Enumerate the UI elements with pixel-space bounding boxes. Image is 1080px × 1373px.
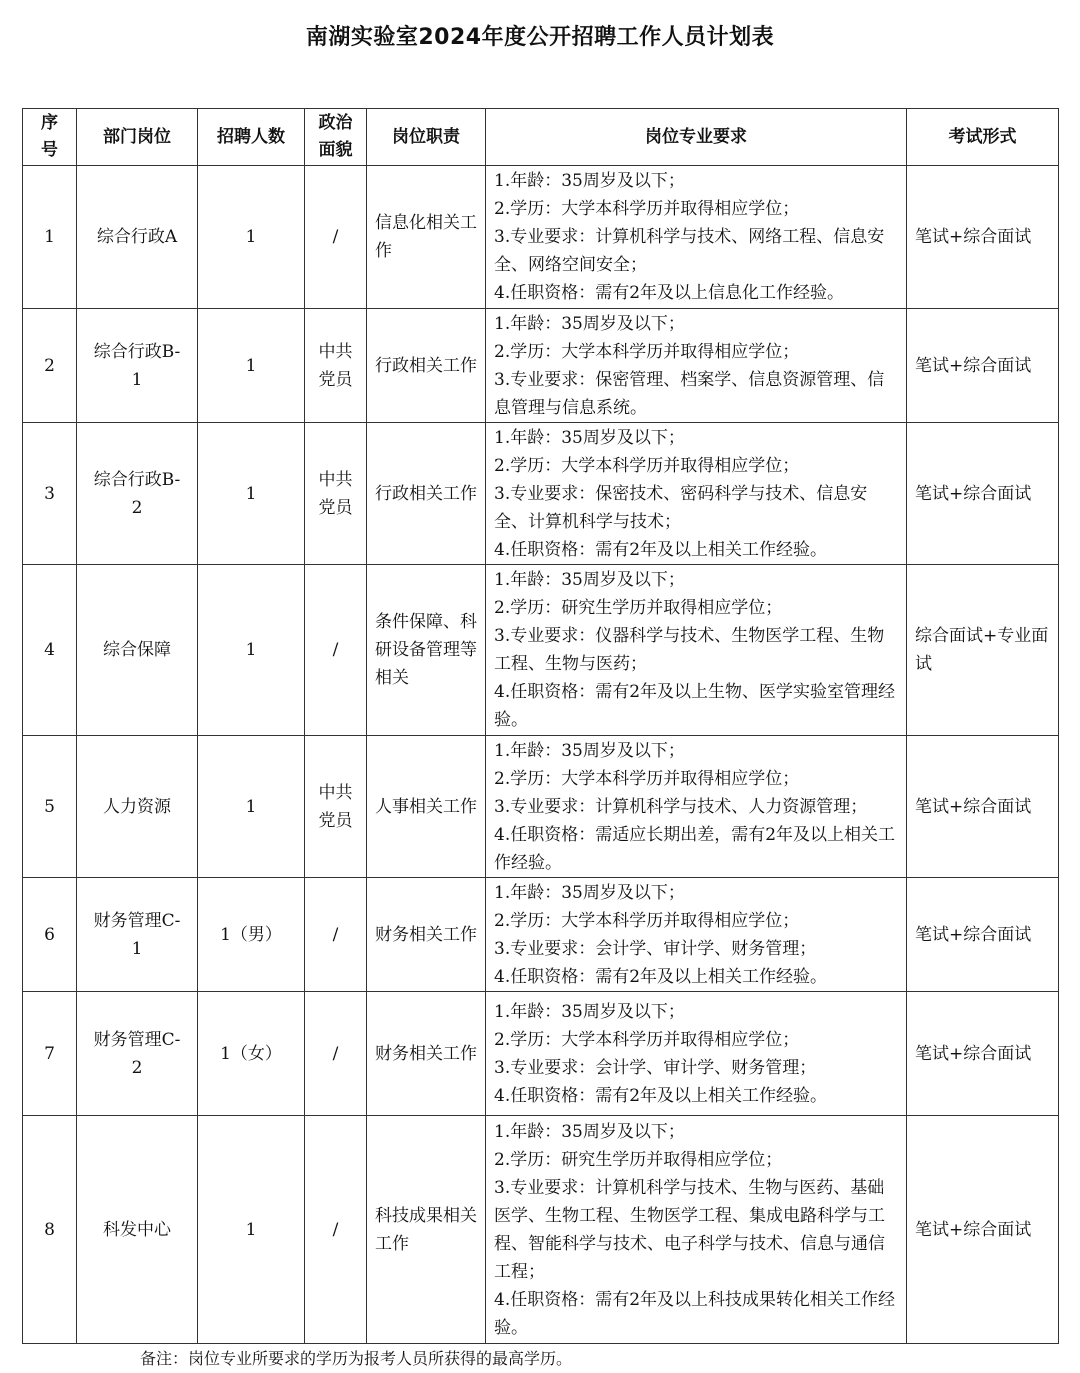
job-duty: 科技成果相关工作 xyxy=(367,1116,486,1344)
exam-format: 笔试+综合面试 xyxy=(907,878,1059,992)
table-row xyxy=(23,423,1059,565)
requirement-line: 1.年龄：35周岁及以下； xyxy=(494,427,685,448)
requirement-line: 4.任职资格：需有2年及以上信息化工作经验。 xyxy=(494,283,845,303)
requirement-line: 2.学历：大学本科学历并取得相应学位； xyxy=(494,341,800,362)
hiring-count: 1（男） xyxy=(198,878,305,992)
requirement-line: 3.专业要求：保密技术、密码科学与技术、信息安全、计算机科学与技术； xyxy=(494,483,868,532)
requirement-line: 4.任职资格：需有2年及以上相关工作经验。 xyxy=(494,539,828,560)
requirement-line: 1.年龄：35周岁及以下； xyxy=(494,882,685,903)
exam-format: 笔试+综合面试 xyxy=(907,992,1059,1116)
hiring-count: 1 xyxy=(198,1116,305,1344)
job-duty: 行政相关工作 xyxy=(367,423,486,565)
political-status: / xyxy=(305,878,367,992)
political-status: / xyxy=(305,992,367,1116)
requirement-line: 4.任职资格：需有2年及以上相关工作经验。 xyxy=(494,966,828,987)
hiring-count: 1 xyxy=(198,423,305,565)
exam-format: 综合面试+专业面试 xyxy=(907,565,1059,736)
requirement-line: 3.专业要求：会计学、审计学、财务管理； xyxy=(494,1057,817,1078)
requirement-line: 1.年龄：35周岁及以下； xyxy=(494,740,685,761)
requirement-line: 3.专业要求：计算机科学与技术、生物与医药、基础医学、生物工程、生物医学工程、集成电路科学与工程、智能科学与技术、电子科学与技术、信息与通信工程； xyxy=(494,1177,885,1282)
row-number: 8 xyxy=(23,1116,77,1344)
requirements-cell xyxy=(486,423,907,565)
requirement-line: 2.学历：大学本科学历并取得相应学位； xyxy=(494,455,800,476)
table-row xyxy=(23,565,1059,736)
row-number: 5 xyxy=(23,736,77,878)
requirement-line: 2.学历：大学本科学历并取得相应学位； xyxy=(494,1029,800,1050)
header-dept: 部门岗位 xyxy=(77,109,198,166)
job-duty: 信息化相关工作 xyxy=(367,166,486,309)
recruitment-plan-table xyxy=(22,108,1059,1344)
row-number: 7 xyxy=(23,992,77,1116)
row-number: 1 xyxy=(23,166,77,309)
requirements-cell xyxy=(486,992,907,1116)
hiring-count: 1（女） xyxy=(198,992,305,1116)
requirement-line: 3.专业要求：会计学、审计学、财务管理； xyxy=(494,938,817,959)
exam-format: 笔试+综合面试 xyxy=(907,1116,1059,1344)
department-position: 综合行政B-2 xyxy=(77,423,198,565)
exam-format: 笔试+综合面试 xyxy=(907,423,1059,565)
row-number: 4 xyxy=(23,565,77,736)
requirement-line: 4.任职资格：需有2年及以上相关工作经验。 xyxy=(494,1085,828,1106)
row-number: 2 xyxy=(23,309,77,423)
header-requirements: 岗位专业要求 xyxy=(486,109,907,166)
header-no: 序号 xyxy=(23,109,77,166)
political-status: / xyxy=(305,1116,367,1344)
requirement-line: 2.学历：大学本科学历并取得相应学位； xyxy=(494,910,800,931)
requirement-line: 1.年龄：35周岁及以下； xyxy=(494,1121,685,1142)
department-position: 综合行政A xyxy=(77,166,198,309)
department-position: 综合行政B-1 xyxy=(77,309,198,423)
requirement-line: 2.学历：大学本科学历并取得相应学位； xyxy=(494,199,800,219)
political-status: 中共党员 xyxy=(305,423,367,565)
row-number: 6 xyxy=(23,878,77,992)
requirement-line: 4.任职资格：需有2年及以上生物、医学实验室管理经验。 xyxy=(494,682,896,730)
table-header-row xyxy=(23,109,1059,166)
table-row xyxy=(23,736,1059,878)
table-row xyxy=(23,309,1059,423)
requirement-line: 1.年龄：35周岁及以下； xyxy=(494,1001,685,1022)
exam-format: 笔试+综合面试 xyxy=(907,166,1059,309)
requirements-cell xyxy=(486,878,907,992)
requirement-line: 4.任职资格：需适应长期出差，需有2年及以上相关工作经验。 xyxy=(494,824,896,873)
job-duty: 人事相关工作 xyxy=(367,736,486,878)
header-count: 招聘人数 xyxy=(198,109,305,166)
requirement-line: 4.任职资格：需有2年及以上科技成果转化相关工作经验。 xyxy=(494,1289,896,1338)
requirement-line: 2.学历：大学本科学历并取得相应学位； xyxy=(494,768,800,789)
department-position: 科发中心 xyxy=(77,1116,198,1344)
political-status: / xyxy=(305,166,367,309)
exam-format: 笔试+综合面试 xyxy=(907,736,1059,878)
header-exam: 考试形式 xyxy=(907,109,1059,166)
political-status: 中共党员 xyxy=(305,309,367,423)
department-position: 综合保障 xyxy=(77,565,198,736)
hiring-count: 1 xyxy=(198,565,305,736)
requirement-line: 1.年龄：35周岁及以下； xyxy=(494,171,685,191)
requirements-cell xyxy=(486,1116,907,1344)
department-position: 人力资源 xyxy=(77,736,198,878)
job-duty: 财务相关工作 xyxy=(367,992,486,1116)
requirement-line: 3.专业要求：仪器科学与技术、生物医学工程、生物工程、生物与医药； xyxy=(494,626,885,674)
table-row xyxy=(23,1116,1059,1344)
row-number: 3 xyxy=(23,423,77,565)
exam-format: 笔试+综合面试 xyxy=(907,309,1059,423)
hiring-count: 1 xyxy=(198,309,305,423)
requirements-cell xyxy=(486,309,907,423)
job-duty: 行政相关工作 xyxy=(367,309,486,423)
requirement-line: 1.年龄：35周岁及以下； xyxy=(494,570,685,590)
hiring-count: 1 xyxy=(198,736,305,878)
header-duty: 岗位职责 xyxy=(367,109,486,166)
header-politics: 政治面貌 xyxy=(305,109,367,166)
table-row xyxy=(23,878,1059,992)
requirements-cell xyxy=(486,736,907,878)
job-duty: 财务相关工作 xyxy=(367,878,486,992)
job-duty: 条件保障、科研设备管理等相关 xyxy=(367,565,486,736)
political-status: 中共党员 xyxy=(305,736,367,878)
requirement-line: 2.学历：研究生学历并取得相应学位； xyxy=(494,1149,783,1170)
requirement-line: 3.专业要求：计算机科学与技术、人力资源管理； xyxy=(494,796,868,817)
table-row xyxy=(23,166,1059,309)
requirement-line: 1.年龄：35周岁及以下； xyxy=(494,313,685,334)
table-row xyxy=(23,992,1059,1116)
page-title: 南湖实验室2024年度公开招聘工作人员计划表 xyxy=(305,25,775,50)
requirement-line: 3.专业要求：保密管理、档案学、信息资源管理、信息管理与信息系统。 xyxy=(494,369,885,418)
requirement-line: 2.学历：研究生学历并取得相应学位； xyxy=(494,598,783,618)
requirements-cell xyxy=(486,565,907,736)
political-status: / xyxy=(305,565,367,736)
footnote: 备注：岗位专业所要求的学历为报考人员所获得的最高学历。 xyxy=(140,1349,573,1368)
hiring-count: 1 xyxy=(198,166,305,309)
requirements-cell xyxy=(486,166,907,309)
department-position: 财务管理C-1 xyxy=(77,878,198,992)
requirement-line: 3.专业要求：计算机科学与技术、网络工程、信息安全、网络空间安全； xyxy=(494,227,885,275)
department-position: 财务管理C-2 xyxy=(77,992,198,1116)
